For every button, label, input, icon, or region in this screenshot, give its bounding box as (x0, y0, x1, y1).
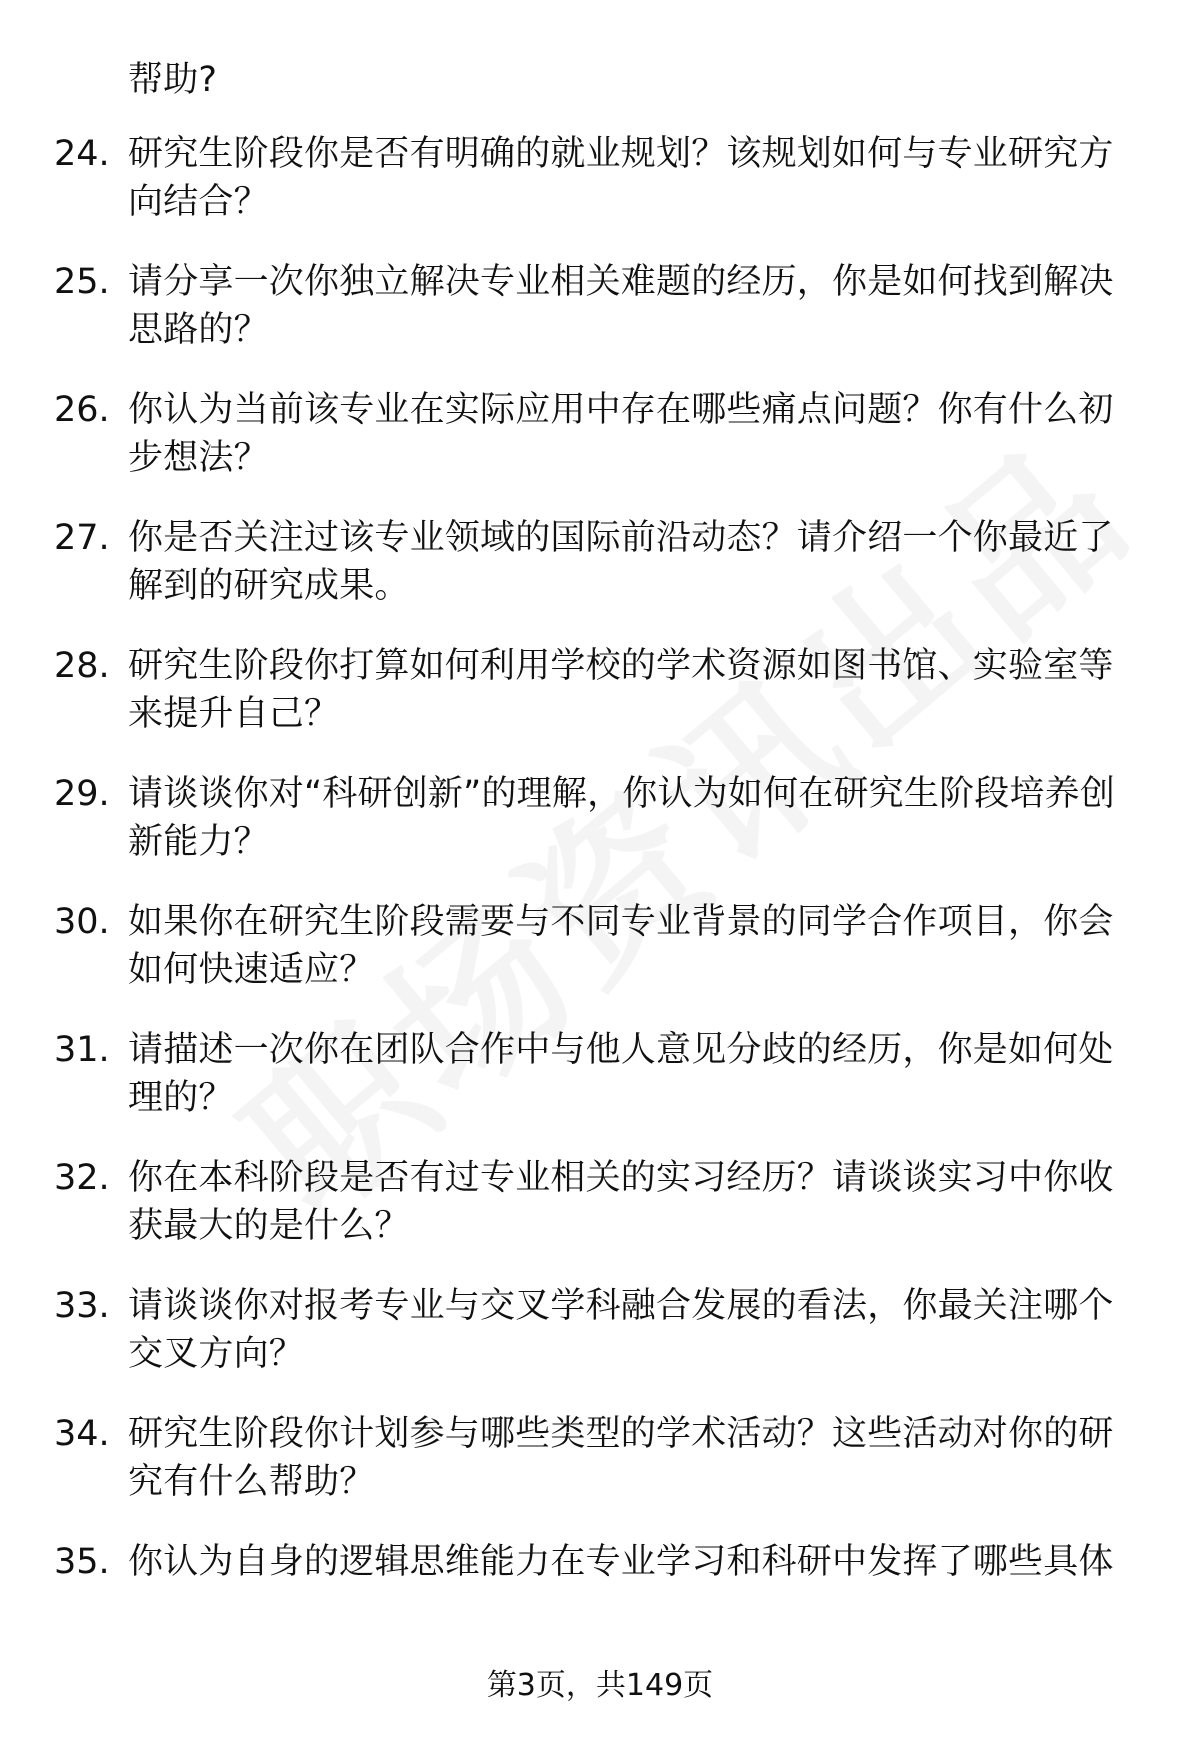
question-text: 请谈谈你对“科研创新”的理解，你认为如何在研究生阶段培养创新能力？ (128, 774, 1116, 862)
question-text: 研究生阶段你计划参与哪些类型的学术活动？这些活动对你的研究有什么帮助？ (128, 1414, 1114, 1502)
question-number: 32. (54, 1158, 110, 1198)
question-text: 你认为自身的逻辑思维能力在专业学习和科研中发挥了哪些具体 (128, 1542, 1114, 1582)
question-text: 你认为当前该专业在实际应用中存在哪些痛点问题？你有什么初步想法？ (128, 390, 1114, 478)
question-number: 25. (54, 262, 110, 302)
question-text: 如果你在研究生阶段需要与不同专业背景的同学合作项目，你会如何快速适应？ (128, 902, 1114, 990)
question-number: 24. (54, 134, 110, 174)
question-text: 你是否关注过该专业领域的国际前沿动态？请介绍一个你最近了解到的研究成果。 (128, 518, 1114, 606)
question-number: 28. (54, 646, 110, 686)
question-number: 35. (54, 1542, 110, 1582)
question-text: 请谈谈你对报考专业与交叉学科融合发展的看法，你最关注哪个交叉方向？ (128, 1286, 1114, 1374)
question-number: 34. (54, 1414, 110, 1454)
continuation-text: 帮助? (128, 60, 218, 100)
question-text: 你在本科阶段是否有过专业相关的实习经历？请谈谈实习中你收获最大的是什么？ (128, 1158, 1114, 1246)
question-number: 29. (54, 774, 110, 814)
question-number: 27. (54, 518, 110, 558)
question-number: 31. (54, 1030, 110, 1070)
question-number: 26. (54, 390, 110, 430)
question-text: 研究生阶段你是否有明确的就业规划？该规划如何与专业研究方向结合？ (128, 134, 1114, 222)
question-number: 30. (54, 902, 110, 942)
question-number: 33. (54, 1286, 110, 1326)
question-text: 请描述一次你在团队合作中与他人意见分歧的经历，你是如何处理的？ (128, 1030, 1114, 1118)
question-text: 请分享一次你独立解决专业相关难题的经历，你是如何找到解决思路的？ (128, 262, 1114, 350)
question-text: 研究生阶段你打算如何利用学校的学术资源如图书馆、实验室等来提升自己？ (128, 646, 1114, 734)
page-footer: 第3页，共149页 (486, 1668, 714, 1703)
